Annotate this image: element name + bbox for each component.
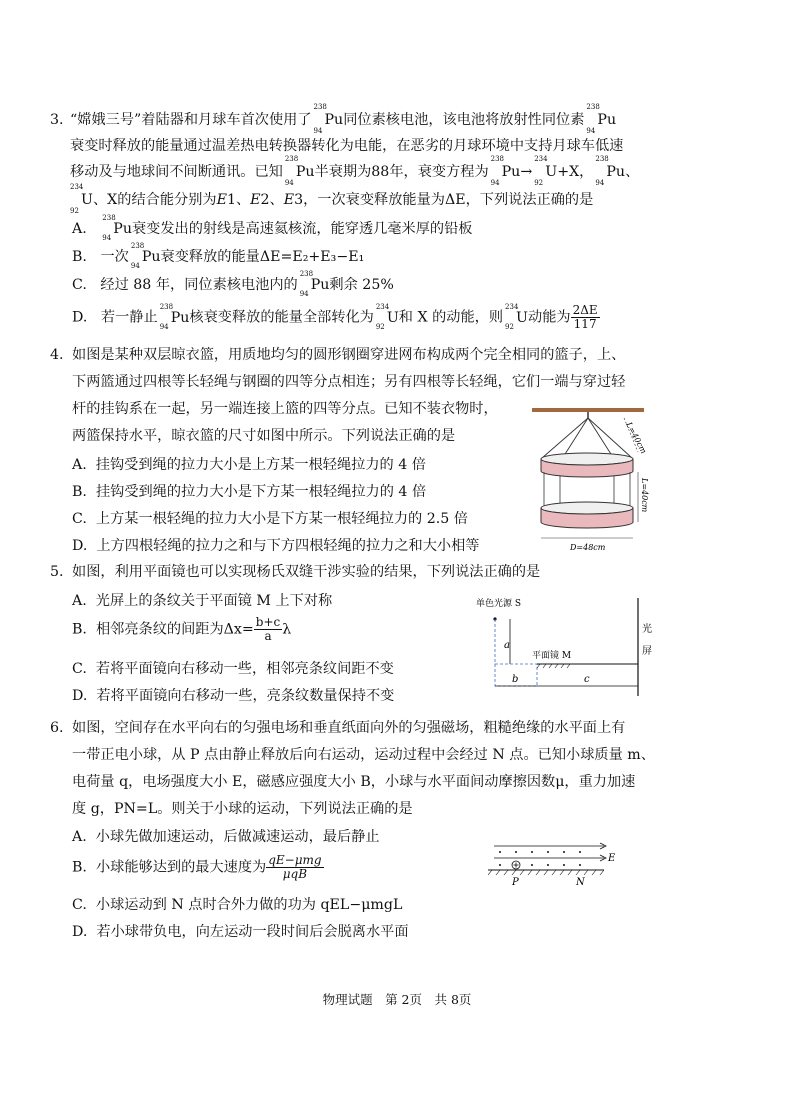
option-label: B. [72, 621, 87, 638]
q3-text: 半衰期为88年，衰变方程为 [314, 164, 489, 180]
option-label: C. [72, 661, 87, 677]
q4-line-1: 如图是某种双层晾衣篮，用质地均匀的圆形钢圈穿进网布构成两个完全相同的篮子，上、 [72, 347, 626, 363]
option-label: A. [72, 457, 87, 473]
option-label: D. [72, 538, 88, 554]
option-label: B. [72, 249, 87, 265]
q5-option-c[interactable] [72, 658, 394, 678]
option-label: D. [72, 924, 88, 940]
q3-text: “嫦娥三号”着陆器和月球车首次使用了 [70, 112, 312, 128]
page-footer: 物理试题 第 2页 共 8页 [322, 992, 472, 1007]
option-text: 光屏上的条纹关于平面镜 M 上下对称 [95, 593, 333, 609]
option-text: 动能为 [528, 309, 571, 326]
option-text: 和 X 的动能，则 [398, 309, 504, 326]
source-label: 单色光源 S [476, 599, 522, 609]
q6-line-4: 度 g，PN=L。则关于小球的运动，下列说法正确的是 [72, 801, 413, 817]
p-label: P [512, 877, 519, 888]
a-label: a [504, 640, 510, 651]
option-label: B. [72, 859, 87, 876]
option-text: 相邻亮条纹的间距为Δx= [95, 621, 254, 638]
hanging-basket-figure [530, 398, 650, 554]
pu-isotope: 238 94 Pu [313, 103, 344, 135]
pu-isotope: 238 94 Pu [586, 103, 617, 135]
q3-text: E [283, 192, 295, 208]
option-label: A. [72, 829, 87, 845]
arrow: → [520, 164, 533, 180]
option-label: D. [72, 688, 88, 704]
u-isotope: 234 92 U [505, 302, 529, 331]
option-label: C. [72, 897, 87, 913]
q3-text: 2、 [260, 192, 284, 208]
u-isotope: 234 92 U [70, 183, 93, 215]
q5-line-1: 如图，利用平面镜也可以实现杨氏双缝干涉实验的结果，下列说法正确的是 [72, 564, 541, 580]
upper-length-label: L=40cm [624, 420, 649, 456]
option-label: A. [72, 593, 87, 609]
q4-line-3: 杆的挂钩系在一起，另一端连接上篮的四等分点。已知不装衣物时， [72, 401, 498, 417]
u-isotope: 234 92 U [534, 155, 558, 187]
option-label: A. [72, 221, 87, 237]
q3-line-4 [70, 183, 594, 215]
q3-line-2: 衰变时释放的能量通过温差热电转换器转化为电能，在恶劣的月球环境中支持月球车低速 [70, 138, 624, 154]
mirror-label: 平面镜 M [532, 651, 572, 661]
q3-text: 、 [625, 164, 640, 180]
q4-option-c[interactable] [72, 508, 468, 528]
q4-line-2: 下两篮通过四根等长轻绳与钢圈的四等分点相连；另有四根等长轻绳，它们一端与穿过轻 [72, 374, 626, 390]
q3-option-b[interactable] [72, 242, 365, 270]
pu-isotope: 238 94 Pu [490, 155, 521, 187]
option-text: 小球运动到 N 点时合外力做的功为 qEL−μmgL [95, 897, 403, 913]
option-text: 一次 [100, 249, 129, 265]
q3-line-3 [70, 155, 640, 187]
option-text: λ [282, 621, 292, 638]
option-label: C. [72, 511, 87, 527]
option-text: 小球能够达到的最大速度为 [95, 859, 267, 876]
q3-option-a[interactable] [72, 214, 473, 242]
option-text: 若将平面镜向右移动一些，相邻亮条纹间距不变 [95, 661, 394, 677]
b-label: b [512, 674, 519, 685]
q4-option-d[interactable] [72, 535, 480, 555]
option-text: 挂钩受到绳的拉力大小是上方某一根轻绳拉力的 4 倍 [95, 457, 426, 473]
mirror-hatch [537, 664, 570, 668]
pu-isotope: 238 94 Pu [159, 302, 190, 331]
pu-isotope: 238 94 Pu [284, 155, 315, 187]
option-label: B. [72, 484, 87, 500]
diameter-label: D=48cm [570, 543, 606, 552]
q4-option-a[interactable] [72, 454, 426, 474]
lloyd-mirror-figure [470, 592, 670, 702]
q3-line-1 [70, 103, 617, 135]
q3-text: 移动及与地球间不间断通讯。已知 [70, 164, 283, 180]
q3-option-c[interactable] [72, 270, 394, 298]
rod [532, 408, 644, 412]
q6-option-a[interactable] [72, 826, 380, 846]
q4-line-4: 两篮保持水平，晾衣篮的尺寸如图中所示。下列说法正确的是 [72, 428, 456, 444]
c-label: c [584, 674, 590, 685]
q3-text: 1、 [226, 192, 251, 208]
energy-fraction: $\frac{2\Delta E}{117}$ [572, 303, 598, 331]
q3-option-d[interactable] [72, 304, 600, 331]
option-label: D. [72, 309, 88, 326]
q3-text: 同位素核电池，该电池将放射性同位素 [343, 112, 585, 128]
q3-number: 3. [50, 112, 64, 128]
option-text: 核衰变释放的能量全部转化为 [189, 309, 374, 326]
screen-label-2: 屏 [642, 646, 652, 657]
option-text: 小球先做加速运动，后做减速运动，最后静止 [95, 829, 380, 845]
u-isotope: 234 92 U [375, 302, 399, 331]
option-label: C. [72, 277, 87, 293]
magnetic-field-dots [499, 851, 581, 866]
n-label: N [576, 877, 585, 888]
field-figure [488, 838, 628, 894]
q3-text: 3，一次衰变释放能量为ΔE，下列说法正确的是 [294, 192, 594, 208]
option-text: 衰变释放的能量ΔE=E₂+E₃−E₁ [160, 249, 365, 265]
q3-text: +X， [557, 164, 594, 180]
q3-text: E [216, 192, 227, 208]
option-text: 若小球带负电，向左运动一段时间后会脱离水平面 [96, 924, 409, 940]
q4-option-b[interactable] [72, 481, 426, 501]
pu-isotope: 238 94 Pu [130, 242, 161, 270]
pu-isotope: 238 94 Pu [299, 270, 330, 298]
pu-isotope: 238 94 Pu [102, 214, 132, 242]
q6-number: 6. [50, 720, 64, 736]
q3-text: E [250, 192, 261, 208]
q4-number: 4. [50, 347, 64, 363]
q5-option-b[interactable] [72, 616, 291, 643]
option-text: 若将平面镜向右移动一些，亮条纹数量保持不变 [96, 688, 395, 704]
q6-option-d[interactable] [72, 921, 409, 941]
q6-option-b[interactable] [72, 854, 324, 881]
option-text: 衰变发出的射线是高速氦核流，能穿透几毫米厚的铅板 [131, 221, 473, 237]
q5-number: 5. [50, 564, 64, 580]
pu-isotope: 238 94 Pu [595, 155, 626, 187]
q5-option-a[interactable] [72, 590, 332, 610]
screen-label-1: 光 [642, 624, 652, 635]
ground-hatch [488, 870, 604, 875]
q3-text: 、X的结合能分别为 [92, 192, 217, 208]
option-text: 上方四根轻绳的拉力之和与下方四根轻绳的拉力之和大小相等 [96, 538, 480, 554]
field-label: E [608, 853, 616, 864]
lower-length-label: L=40cm [640, 478, 649, 513]
option-text: 上方某一根轻绳的拉力大小是下方某一根轻绳拉力的 2.5 倍 [95, 511, 468, 527]
q6-line-3: 电荷量 q，电场强度大小 E，磁感应强度大小 B，小球与水平面间动摩擦因数μ，重力加速 [72, 774, 636, 790]
option-text: 经过 88 年，同位素核电池内的 [100, 277, 298, 293]
option-text: 挂钩受到绳的拉力大小是下方某一根轻绳拉力的 4 倍 [95, 484, 427, 500]
option-text: 若一静止 [100, 309, 158, 326]
velocity-fraction: $\frac{\text{qE−μmg}}{\text{μqB}}$ [268, 853, 322, 881]
q6-line-2: 一带正电小球，从 P 点由静止释放后向右运动，运动过程中会经过 N 点。已知小球质量 m、 [72, 747, 655, 763]
spacing-fraction: $\frac{b+c}{a}$ [255, 615, 281, 643]
q6-line-1: 如图，空间存在水平向右的匀强电场和垂直纸面向外的匀强磁场，粗糙绝缘的水平面上有 [72, 720, 626, 736]
q5-option-d[interactable] [72, 685, 394, 705]
option-text: 剩余 25% [329, 277, 394, 293]
q6-option-c[interactable] [72, 894, 402, 914]
